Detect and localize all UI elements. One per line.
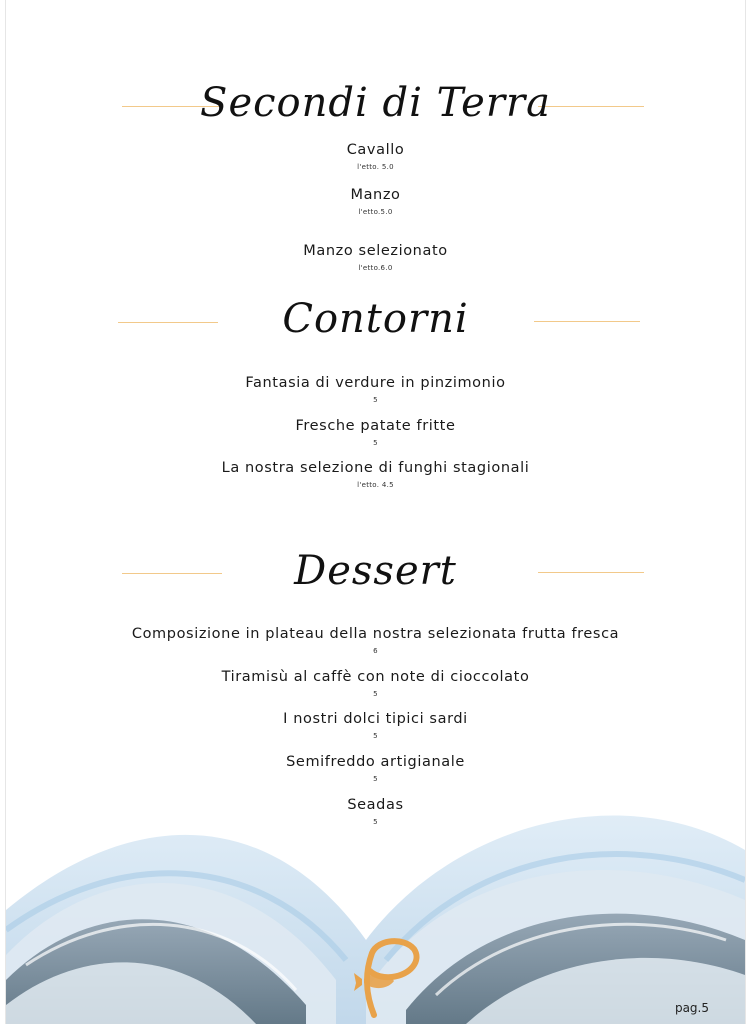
- menu-item: [6, 460, 745, 489]
- item-name: Tiramisù al caffè con note di cioccolato: [221, 669, 530, 685]
- item-price: l'etto. 4.5: [357, 481, 394, 489]
- item-price: 6: [373, 647, 378, 655]
- item-name: Composizione in plateau della nostra selezionata frutta fresca: [131, 626, 620, 642]
- menu-item: [6, 187, 745, 216]
- section-header-dessert: [6, 540, 745, 610]
- item-price: l'etto.6.0: [358, 264, 393, 272]
- menu-item: [6, 375, 745, 404]
- item-name: La nostra selezione di funghi stagionali: [221, 460, 530, 476]
- item-price: 5: [373, 732, 378, 740]
- item-price: 5: [373, 690, 378, 698]
- item-name: Seadas: [347, 797, 404, 813]
- menu-item: [6, 243, 745, 272]
- section-title: Secondi di Terra: [200, 80, 551, 126]
- page-number: pag.5: [674, 1001, 709, 1015]
- item-price: 5: [373, 775, 378, 783]
- menu-item: [6, 626, 745, 655]
- section-title: Contorni: [282, 296, 469, 342]
- item-price: 5: [373, 396, 378, 404]
- section-header-contorni: [6, 288, 745, 358]
- item-price: l'etto.5.0: [358, 208, 393, 216]
- menu-page: [5, 0, 746, 1024]
- section-title: Dessert: [294, 548, 457, 594]
- menu-item: [6, 711, 745, 740]
- item-name: Fantasia di verdure in pinzimonio: [245, 375, 506, 391]
- menu-item: [6, 418, 745, 447]
- menu-item: [6, 669, 745, 698]
- menu-item: [6, 142, 745, 171]
- item-name: Fresche patate fritte: [295, 418, 456, 434]
- item-name: Manzo selezionato: [303, 243, 448, 259]
- item-name: I nostri dolci tipici sardi: [283, 711, 468, 727]
- item-price: l'etto. 5.0: [357, 163, 394, 171]
- item-name: Semifreddo artigianale: [286, 754, 465, 770]
- section-header-secondi: [6, 72, 745, 142]
- fish-p-logo-icon: [344, 935, 424, 1020]
- item-name: Cavallo: [346, 142, 405, 158]
- menu-item: [6, 754, 745, 783]
- item-name: Manzo: [350, 187, 401, 203]
- item-price: 5: [373, 818, 378, 826]
- item-price: 5: [373, 439, 378, 447]
